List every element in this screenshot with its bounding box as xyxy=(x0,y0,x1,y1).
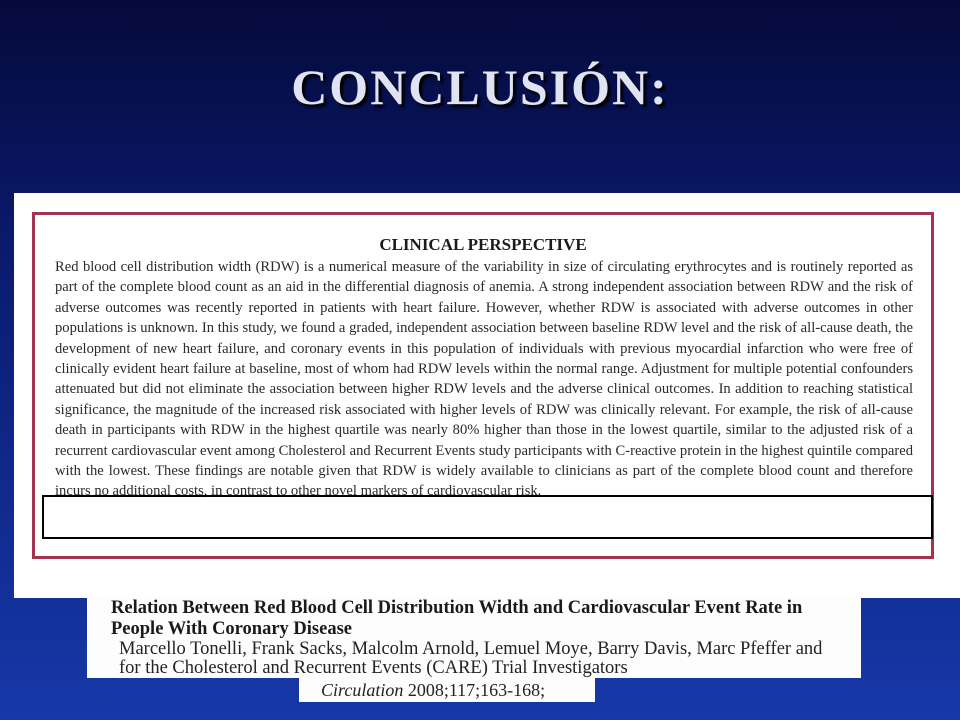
perspective-heading: CLINICAL PERSPECTIVE xyxy=(379,235,587,254)
journal-reference: 2008;117;163-168; xyxy=(407,680,546,700)
citation-box xyxy=(87,598,861,678)
slide-title: CONCLUSIÓN: xyxy=(291,59,669,115)
journal-name: Circulation xyxy=(321,680,404,700)
journal-reference-box xyxy=(299,678,595,702)
perspective-frame xyxy=(32,212,934,559)
citation-authors: Marcello Tonelli, Frank Sacks, Malcolm Arnold, Lemuel Moye, Barry Davis, Marc Pfeffer and for the Cholesterol and Recurrent Events (CARE) Trial Investigators xyxy=(119,639,823,678)
clinical-perspective-card xyxy=(14,193,960,598)
perspective-body: Red blood cell distribution width (RDW) is a numerical measure of the variability in size of circulating erythrocytes and is routinely reported as part of the complete blood count as an aid in the differential diagnosis of anemia. A strong independent association between RDW and the risk of adverse outcomes was recently reported in patients with heart failure. However, whether RDW is associated with adverse outcomes in other populations is unknown. In this study, we found a graded, independent association between baseline RDW level and the risk of all-cause death, the development of new heart failure, and coronary events in this population of individuals with previous myocardial infarction who were free of clinically evident heart failure at baseline, most of whom had RDW levels within the normal range. Adjustment for multiple potential confounders attenuated but did not eliminate the association between higher RDW levels and the adverse clinical outcomes. In addition to reaching statistical significance, the magnitude of the increased risk associated with higher levels of RDW was clinically relevant. For example, the risk of all-cause death in participants with RDW in the highest quartile was nearly 80% higher than those in the lowest quartile, similar to the adjusted risk of a recurrent cardiovascular event among Cholesterol and Recurrent Events study participants with C-reactive protein in the highest quintile compared with the lowest. These findings are notable given that RDW is widely available to clinicians as part of the complete blood count and therefore incurs no additional costs, in contrast to other novel markers of cardiovascular risk. xyxy=(55,259,913,500)
citation-title: Relation Between Red Blood Cell Distribution Width and Cardiovascular Event Rate in People With Coronary Disease xyxy=(111,598,803,639)
